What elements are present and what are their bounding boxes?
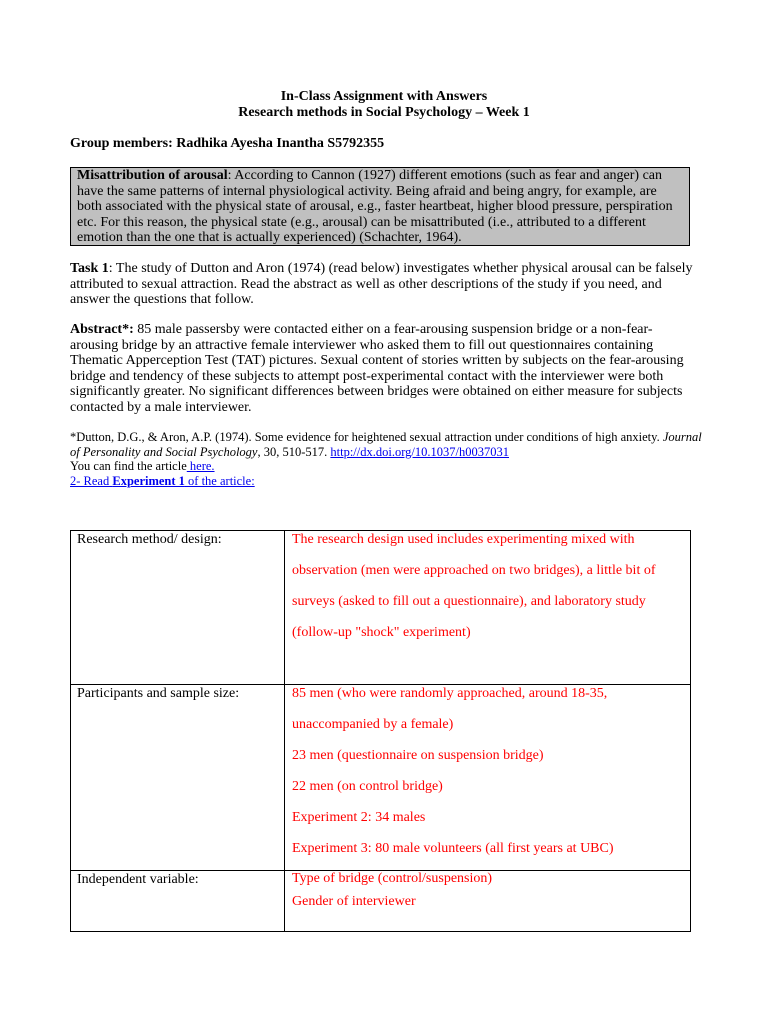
group-members: Group members: Radhika Ayesha Inantha S5792355 (70, 136, 385, 151)
reference-block (70, 430, 710, 488)
document-title: In-Class Assignment with Answers (280, 89, 488, 104)
reference-authors: *Dutton, D.G., & Aron, A.P. (1974). Some evidence for heightened sexual attraction under conditions of high anxiety. (70, 430, 660, 444)
reference-volume: , 30, 510-517. (257, 444, 331, 459)
abstract-paragraph (70, 322, 700, 415)
abstract-label: Abstract*: (70, 322, 134, 337)
task-paragraph (70, 261, 700, 308)
read-experiment-bold: Experiment 1 (112, 473, 185, 488)
answer-line: Experiment 2: 34 males (292, 810, 426, 825)
row-label: Independent variable: (71, 871, 285, 932)
reference-citation (70, 430, 710, 459)
answer-line: 23 men (questionnaire on suspension bridge) (292, 748, 544, 763)
task-text: : The study of Dutton and Aron (1974) (read below) investigates whether physical arousal can be falsely attributed to sexual attraction. Read the abstract as well as other descriptions of the study if you need, and answer the questions that follow. (70, 261, 693, 307)
row-answer (285, 871, 691, 932)
answer-line: Type of bridge (control/suspension) (292, 871, 493, 886)
find-article-text: You can find the article (70, 459, 187, 473)
table-row (71, 685, 691, 871)
row-answer (285, 685, 691, 871)
row-label: Research method/ design: (71, 531, 285, 685)
definition-term: Misattribution of arousal (77, 168, 228, 183)
answer-line: observation (men were approached on two bridges), a little bit of (292, 563, 656, 578)
answer-line: 85 men (who were randomly approached, around 18-35, (292, 686, 608, 701)
task-label: Task 1 (70, 261, 109, 276)
answer-line: (follow-up "shock" experiment) (292, 625, 471, 640)
answer-line: surveys (asked to fill out a questionnaire), and laboratory study (292, 594, 646, 609)
table-row (71, 531, 691, 685)
row-label: Participants and sample size: (71, 685, 285, 871)
definition-box (70, 167, 690, 246)
answer-line: Experiment 3: 80 male volunteers (all first years at UBC) (292, 841, 614, 856)
read-prefix: 2- Read (70, 473, 113, 488)
here-link[interactable]: here. (186, 459, 215, 473)
answers-table (70, 530, 691, 932)
table-row (71, 871, 691, 932)
read-suffix: of the article: (184, 473, 255, 488)
row-answer (285, 531, 691, 685)
document-subtitle: Research methods in Social Psychology – Week 1 (238, 105, 530, 120)
definition-text: : According to Cannon (1927) different emotions (such as fear and anger) can have the same patterns of internal physiological activity. Being afraid and being angry, for example, are both associated with the physical state of arousal, e.g., faster heartbeat, higher blood pressure, perspiration etc. For this reason, the physical state (e.g., arousal) can be misattributed (i.e., attributed to a different emotion than the one that is actually experienced) (Schachter, 1964). (77, 168, 673, 246)
read-experiment-link[interactable] (70, 474, 710, 489)
answer-line: Gender of interviewer (292, 893, 416, 909)
answer-line: 22 men (on control bridge) (292, 779, 443, 794)
answer-line: The research design used includes experimenting mixed with (292, 532, 635, 547)
doi-link[interactable]: http://dx.doi.org/10.1037/h0037031 (330, 444, 509, 459)
abstract-text: 85 male passersby were contacted either on a fear-arousing suspension bridge or a non-fear-arousing bridge by an attractive female interviewer who asked them to fill out questionnaires containing Thematic Apperception Test (TAT) pictures. Sexual content of stories written by subjects on the fear-arousing bridge and tendency of these subjects to attempt post-experimental contact with the interviewer were both significantly greater. No significant differences between bridges were obtained on either measure for subjects contacted by a male interviewer. (70, 322, 684, 415)
answer-line: unaccompanied by a female) (292, 717, 454, 732)
reference-journal: Journal of Personality and Social Psychology (70, 430, 702, 459)
find-article-line (70, 459, 710, 474)
